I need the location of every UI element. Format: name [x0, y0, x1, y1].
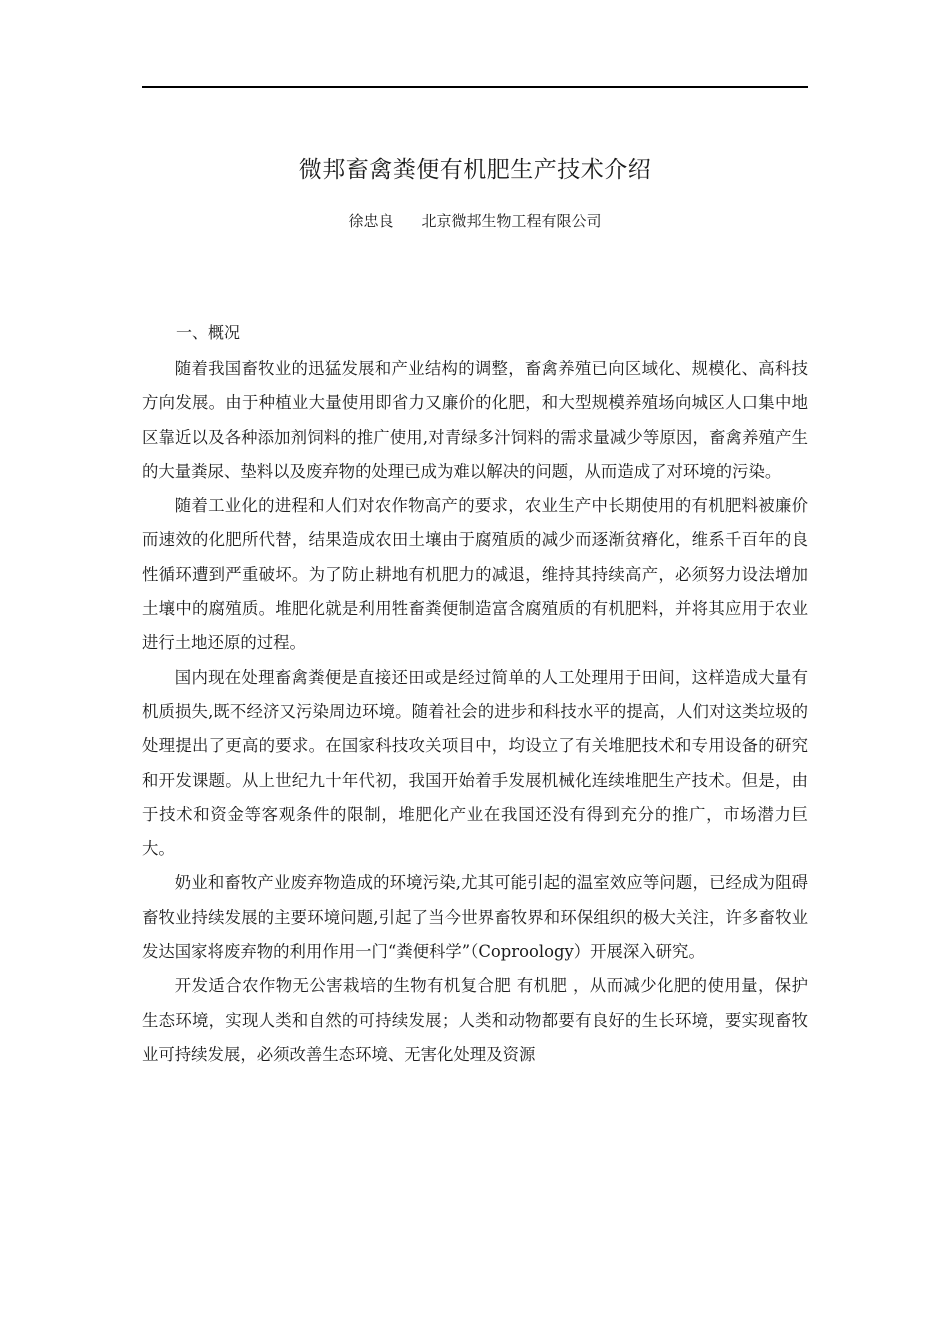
paragraph-1: 随着我国畜牧业的迅猛发展和产业结构的调整，畜禽养殖已向区域化、规模化、高科技方向发展。由于种植业大量使用即省力又廉价的化肥，和大型规模养殖场向城区人口集中地区靠近以及各种添加剂饲料的推广使用,对青绿多汁饲料的需求量减少等原因，畜禽养殖产生的大量粪尿、垫料以及废弃物的处理已成为难以解决的问题，从而造成了对环境的污染。 — [142, 359, 808, 481]
byline — [142, 206, 808, 236]
paragraph-5: 开发适合农作物无公害栽培的生物有机复合肥 有机肥 ，从而减少化肥的使用量，保护生态环境，实现人类和自然的可持续发展；人类和动物都要有良好的生长环境，要实现畜牧业可持续发展，必须改善生态环境、无害化处理及资源 — [142, 976, 808, 1064]
paragraph-3: 国内现在处理畜禽粪便是直接还田或是经过简单的人工处理用于田间，这样造成大量有机质损失,既不经济又污染周边环境。随着社会的进步和科技水平的提高，人们对这类垃圾的处理提出了更高的要求。在国家科技攻关项目中，均设立了有关堆肥技术和专用设备的研究和开发课题。从上世纪九十年代初，我国开始着手发展机械化连续堆肥生产技术。但是，由于技术和资金等客观条件的限制，堆肥化产业在我国还没有得到充分的推广，市场潜力巨大。 — [142, 667, 808, 859]
header-rule — [142, 86, 808, 88]
body-text — [142, 352, 808, 1072]
section-heading: 一、概况 — [176, 323, 241, 342]
document-title: 微邦畜禽粪便有机肥生产技术介绍 — [298, 157, 652, 183]
author-name: 徐忠良 — [348, 212, 394, 230]
paragraph-4: 奶业和畜牧产业废弃物造成的环境污染,尤其可能引起的温室效应等问题，已经成为阻碍畜牧业持续发展的主要环境问题,引起了当今世界畜牧界和环保组织的极大关注，许多畜牧业发达国家将废弃物的利用作用一门“粪便科学”（Coproology）开展深入研究。 — [142, 873, 808, 962]
paragraph-2: 随着工业化的进程和人们对农作物高产的要求，农业生产中长期使用的有机肥料被廉价而速效的化肥所代替，结果造成农田土壤由于腐殖质的减少而逐渐贫瘠化，维系千百年的良性循环遭到严重破坏。为了防止耕地有机肥力的减退，维持其持续高产，必须努力设法增加土壤中的腐殖质。堆肥化就是利用牲畜粪便制造富含腐殖质的有机肥料，并将其应用于农业进行土地还原的过程。 — [142, 496, 808, 653]
organization-name: 北京微邦生物工程有限公司 — [421, 212, 602, 230]
